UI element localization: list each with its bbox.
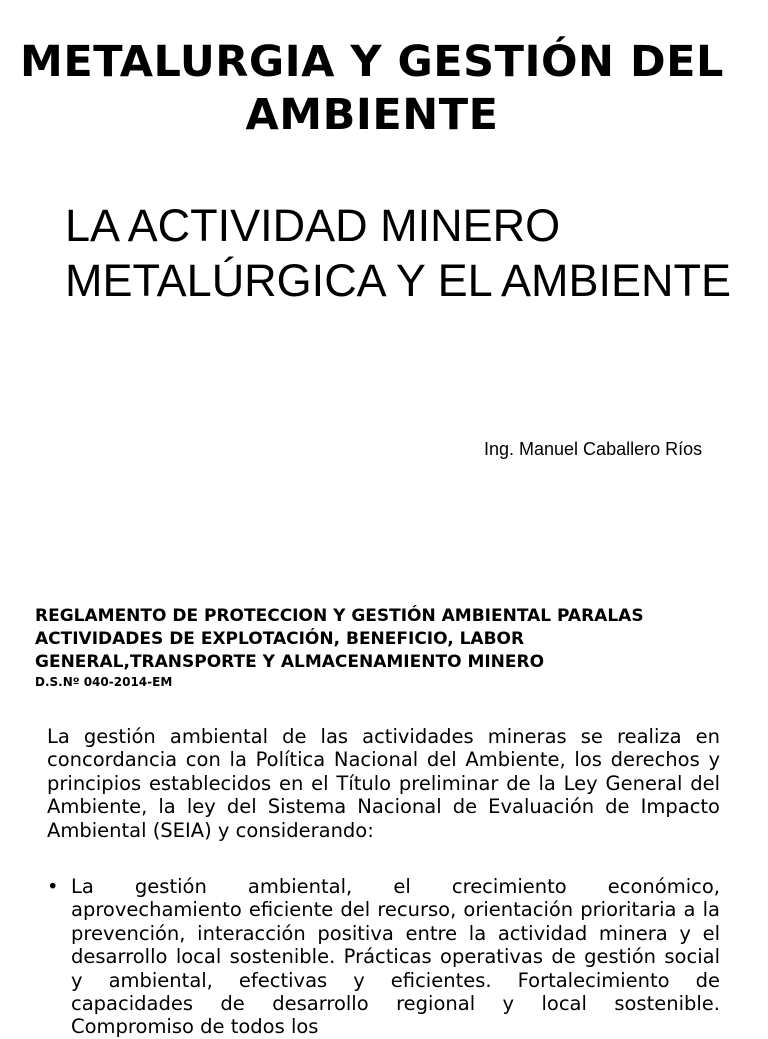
decree-number: D.S.Nº 040-2014-EM: [35, 675, 173, 689]
slide-title: METALURGIA Y GESTIÓN DEL AMBIENTE: [20, 37, 724, 140]
bullet-list: [47, 875, 720, 1039]
bullet-icon: •: [47, 875, 59, 898]
slide-subtitle: LA ACTIVIDAD MINERO METALÚRGICA Y EL AMBIENTE: [65, 200, 732, 306]
list-item: [47, 875, 720, 1039]
intro-paragraph: La gestión ambiental de las actividades mineras se realiza en concordancia con la Política Nacional del Ambiente, los derechos y principios establecidos en el Título preliminar de la Ley General del Ambiente, la ley del Sistema Nacional de Evaluación de Impacto Ambiental (SEIA) y considerando:: [47, 725, 720, 842]
regulation-heading: REGLAMENTO DE PROTECCION Y GESTIÓN AMBIENTAL PARALAS ACTIVIDADES DE EXPLOTACIÓN, BENEFICIO, LABOR GENERAL,TRANSPORTE Y ALMACENAMIENTO MINERO: [35, 606, 644, 672]
author-name: Ing. Manuel Caballero Ríos: [484, 439, 703, 459]
bullet-text: La gestión ambiental, el crecimiento económico, aprovechamiento eficiente del recurso, orientación prioritaria a la prevención, interacción positiva entre la actividad minera y el desarrollo local sostenible. Prácticas operativas de gestión social y ambiental, efectivas y eficientes. Fortalecimiento de capacidades de desarrollo regional y local sostenible. Compromiso de todos los: [71, 875, 720, 1039]
